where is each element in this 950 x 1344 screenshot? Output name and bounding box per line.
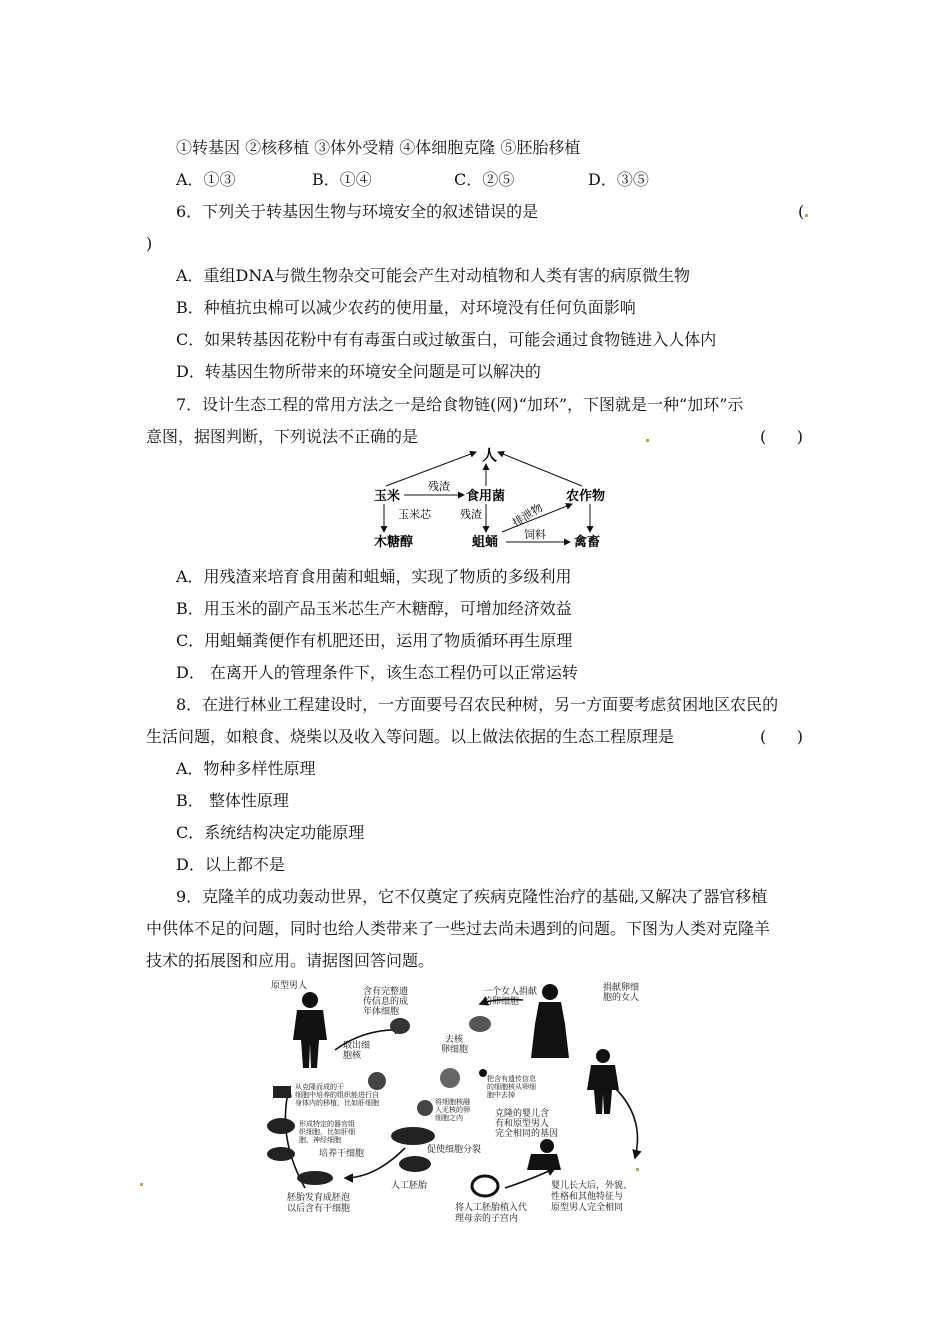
fused-cell bbox=[417, 1100, 433, 1116]
q8-choice-c: C．系统结构决定功能原理 bbox=[176, 823, 365, 842]
q5-choice-b: B．①④ bbox=[312, 170, 372, 189]
organ-cells bbox=[267, 1118, 295, 1134]
label-excrement: 排泄物 bbox=[510, 501, 546, 530]
cycle-arrow-bottom-right bbox=[505, 1168, 555, 1188]
q6-stem: 6．下列关于转基因生物与环境安全的叙述错误的是 bbox=[176, 202, 539, 221]
node-crops: 农作物 bbox=[566, 489, 606, 504]
cloning-diagram bbox=[265, 978, 685, 1236]
scan-mark bbox=[140, 1183, 143, 1186]
q5-options-line: ①转基因 ②核移植 ③体外受精 ④体细胞克隆 ⑤胚胎移植 bbox=[176, 138, 581, 157]
label-donor-1: 一个女人捐献 bbox=[483, 987, 538, 997]
label-take-nucleus-2: 胞核 bbox=[343, 1051, 362, 1061]
label-stem-2: 细胞中培养的组织能进行自 bbox=[295, 1091, 379, 1099]
label-donor-2: 的卵细胞 bbox=[483, 997, 520, 1007]
q6-choice-c: C．如果转基因花粉中有有毒蛋白或过敏蛋白，可能会通过食物链进入人体内 bbox=[176, 330, 717, 349]
label-embryo: 人工胚胎 bbox=[391, 1181, 428, 1191]
label-remove-3: 胞中去掉 bbox=[487, 1091, 515, 1099]
q5-choice-a: A．①③ bbox=[176, 170, 236, 189]
label-fuse-2: 入无核的卵 bbox=[435, 1106, 470, 1114]
food-web-diagram bbox=[360, 440, 620, 552]
label-corncob: 玉米芯 bbox=[398, 508, 431, 521]
label-woman-2: 胞的女人 bbox=[603, 993, 640, 1003]
nucleus-cell bbox=[368, 1072, 386, 1090]
label-grown-1: 婴儿长大后，外貌、 bbox=[551, 1181, 633, 1191]
dividing-embryo bbox=[391, 1127, 435, 1145]
q8-choice-a: A．物种多样性原理 bbox=[176, 759, 316, 778]
egg-cell bbox=[469, 1016, 491, 1032]
q6-choice-a: A．重组DNA与微生物杂交可能会产生对动植物和人类有害的病原微生物 bbox=[176, 266, 690, 285]
label-organ-2: 织细胞，比如肝细 bbox=[299, 1128, 355, 1136]
label-organ-1: 形成特定的器官组 bbox=[299, 1120, 355, 1128]
label-enucleated-1: 去核 bbox=[445, 1035, 464, 1045]
q5-choice-c: C．②⑤ bbox=[454, 170, 515, 189]
node-corn: 玉米 bbox=[374, 489, 401, 504]
q7-answer-paren: ( ) bbox=[760, 427, 803, 446]
q7-stem-line1: 7．设计生态工程的常用方法之一是给食物链(网)“加环”，下图就是一种“加环”示 bbox=[176, 395, 744, 414]
q9-stem-line1: 9．克隆羊的成功轰动世界，它不仅奠定了疾病克隆性治疗的基础,又解决了器官移植 bbox=[176, 887, 768, 906]
label-clone-baby-1: 克隆的婴儿含 bbox=[495, 1109, 550, 1119]
scan-mark bbox=[646, 439, 649, 442]
q7-choice-d: D． 在离开人的管理条件下，该生态工程仍可以正常运转 bbox=[176, 663, 578, 682]
neural-cells bbox=[267, 1147, 295, 1161]
cycle-arrow-right bbox=[615, 1088, 638, 1158]
label-stem-3: 身体内的移植，比如肝细胞 bbox=[295, 1099, 379, 1107]
node-livestock: 禽畜 bbox=[574, 535, 601, 550]
label-grown-3: 原型男人完全相同 bbox=[551, 1203, 624, 1213]
label-culture: 培养干细胞 bbox=[319, 1149, 365, 1159]
label-stem-1: 从克隆而成的干 bbox=[295, 1083, 344, 1091]
scan-mark bbox=[805, 214, 808, 217]
q8-stem-line1: 8．在进行林业工程建设时，一方面要号召农民种树，另一方面要考虑贫困地区农民的 bbox=[176, 695, 779, 714]
q9-stem-line3: 技术的拓展图和应用。请据图回答问题。 bbox=[146, 951, 435, 970]
label-grown-2: 性格和其他特征与 bbox=[551, 1192, 624, 1202]
enucleated-egg bbox=[440, 1068, 460, 1088]
tissue-sample bbox=[273, 1086, 291, 1098]
label-residue-1: 残渣 bbox=[428, 480, 450, 493]
node-xylitol: 木糖醇 bbox=[374, 535, 414, 550]
label-enucleated-2: 卵细胞 bbox=[441, 1045, 469, 1055]
q7-stem-line2: 意图，据图判断，下列说法不正确的是 bbox=[146, 427, 419, 446]
node-maggot: 蛆蛹 bbox=[472, 535, 499, 550]
label-organ-3: 胞、神经细胞 bbox=[299, 1136, 341, 1144]
label-prototype-man: 原型男人 bbox=[271, 981, 308, 991]
q7-choice-a: A．用残渣来培育食用菌和蛆蛹，实现了物质的多级利用 bbox=[176, 567, 572, 586]
q7-choice-c: C．用蛆蛹粪便作有机肥还田，运用了物质循环再生原理 bbox=[176, 631, 573, 650]
arrow-crops-person bbox=[498, 452, 582, 486]
node-person: 人 bbox=[482, 446, 498, 464]
label-adult-cell-3: 年体细胞 bbox=[363, 1007, 400, 1017]
label-residue-2: 残渣 bbox=[460, 508, 482, 521]
q9-stem-line2: 中供体不足的问题，同时也给人类带来了一些过去尚未遇到的问题。下图为人类对克隆羊 bbox=[146, 919, 771, 938]
label-implant-1: 将人工胚胎植入代 bbox=[455, 1203, 528, 1213]
stem-cells bbox=[297, 1171, 333, 1185]
q5-choice-d: D．③⑤ bbox=[588, 170, 649, 189]
q8-answer-paren: ( ) bbox=[760, 727, 803, 746]
label-adult-cell-1: 含有完整遗 bbox=[363, 987, 409, 997]
q8-choice-b: B． 整体性原理 bbox=[176, 791, 289, 810]
q6-answer-paren-close: ) bbox=[146, 234, 153, 253]
label-divide: 促使细胞分裂 bbox=[427, 1145, 482, 1155]
q6-answer-paren-open: ( bbox=[798, 202, 805, 221]
label-woman-1: 捐献卵细 bbox=[603, 983, 640, 993]
q7-choice-b: B．用玉米的副产品玉米芯生产木糖醇，可增加经济效益 bbox=[176, 599, 572, 618]
label-fuse-1: 将细胞核融 bbox=[435, 1098, 470, 1106]
label-fuse-3: 细胞之内 bbox=[435, 1114, 463, 1122]
label-implant-2: 理母亲的子宫内 bbox=[455, 1214, 519, 1224]
label-remove-2: 的细胞核从卵细 bbox=[487, 1083, 536, 1091]
scan-mark bbox=[636, 1168, 639, 1171]
label-clone-baby-2: 有和原型男人 bbox=[495, 1119, 550, 1129]
q6-choice-d: D．转基因生物所带来的环境安全问题是可以解决的 bbox=[176, 362, 541, 381]
baby-figure bbox=[527, 1139, 561, 1170]
label-clone-baby-3: 完全相同的基因 bbox=[495, 1129, 559, 1139]
node-mushroom: 食用菌 bbox=[466, 489, 506, 504]
removed-nucleus bbox=[479, 1069, 487, 1077]
q8-stem-line2: 生活问题，如粮食、烧柴以及收入等问题。以上做法依据的生态工程原理是 bbox=[146, 727, 675, 746]
prototype-man-figure bbox=[293, 992, 327, 1068]
adult-cell bbox=[390, 1018, 410, 1034]
label-blastula-2: 以后含有干细胞 bbox=[287, 1204, 351, 1214]
uterus-figure bbox=[472, 1176, 498, 1196]
q6-choice-b: B．种植抗虫棉可以减少农药的使用量，对环境没有任何负面影响 bbox=[176, 298, 636, 317]
label-remove-1: 把含有遗传信息 bbox=[487, 1075, 536, 1083]
clone-man-figure bbox=[587, 1049, 619, 1114]
label-adult-cell-2: 传信息的成 bbox=[363, 997, 409, 1007]
label-feed: 饲料 bbox=[524, 528, 546, 541]
q8-choice-d: D．以上都不是 bbox=[176, 855, 285, 874]
label-take-nucleus-1: 取出细 bbox=[343, 1041, 371, 1051]
label-blastula-1: 胚胎发育成胚泡 bbox=[287, 1193, 351, 1203]
blastula bbox=[399, 1156, 431, 1172]
